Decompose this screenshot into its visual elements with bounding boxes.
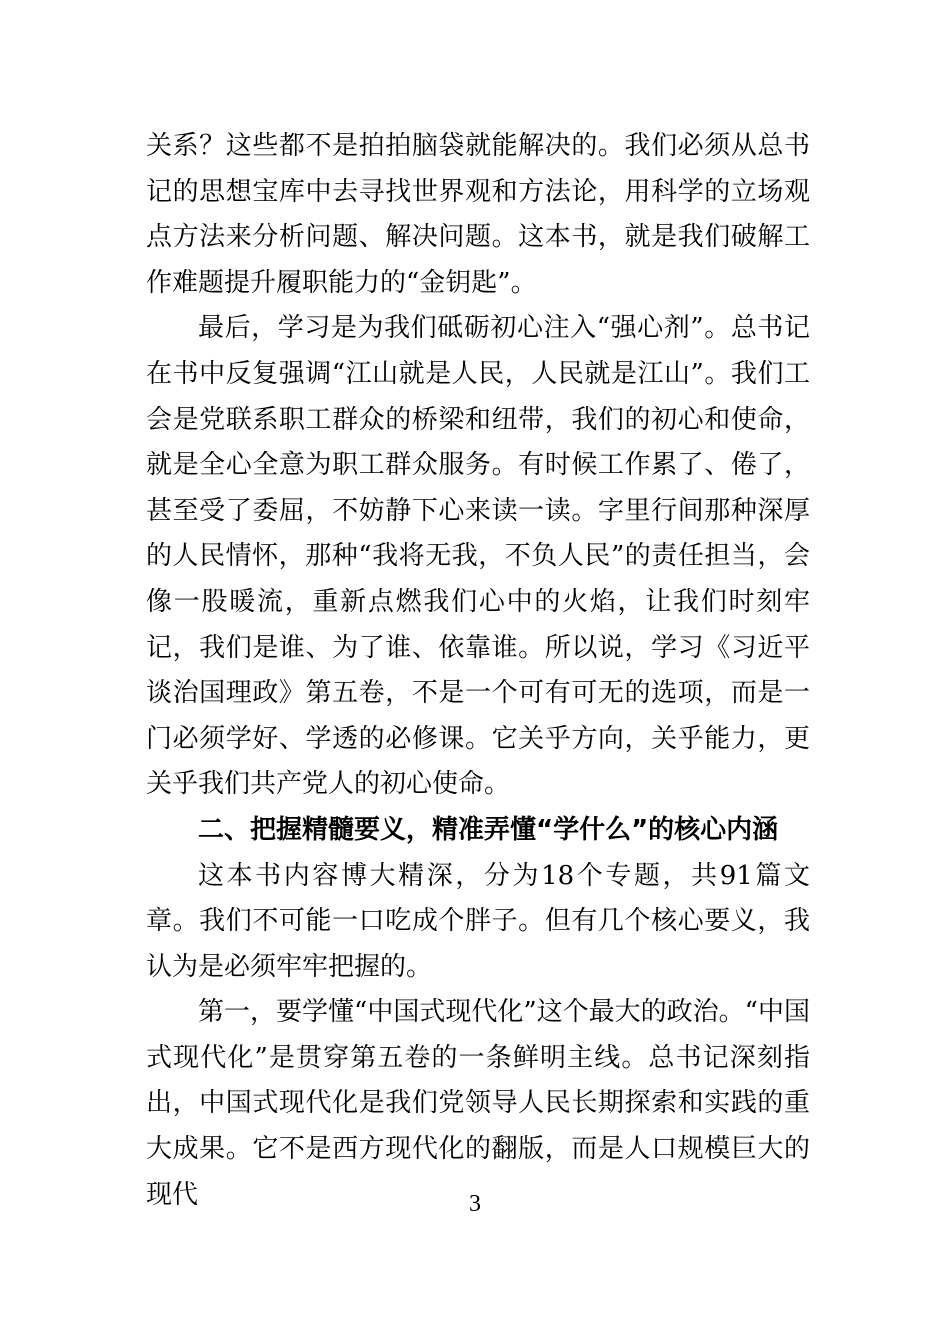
paragraph-study-heart: 最后，学习是为我们砥砺初心注入“强心剂”。总书记在书中反复强调“江山就是人民，人民就是江山”。我们工会是党联系职工群众的桥梁和纽带，我们的初心和使命，就是全心全意为职工群众服务。有时候工作累了、倦了，甚至受了委屈，不妨静下心来读一读。字里行间那种深厚的人民情怀，那种“我将无我，不负人民”的责任担当，会像一股暖流，重新点燃我们心中的火焰，让我们时刻牢记，我们是谁、为了谁、依靠谁。所以说，学习《习近平谈治国理政》第五卷，不是一个可有可无的选项，而是一门必须学好、学透的必修课。它关乎方向，关乎能力，更关乎我们共产党人的初心使命。 xyxy=(146,313,810,800)
paragraph-book-content: 这本书内容博大精深，分为18个专题，共91篇文章。我们不可能一口吃成个胖子。但有几个核心要义，我认为是必须牢牢把握的。 xyxy=(146,860,810,982)
paragraph-continued: 关系？这些都不是拍拍脑袋就能解决的。我们必须从总书记的思想宝库中去寻找世界观和方法论，用科学的立场观点方法来分析问题、解决问题。这本书，就是我们破解工作难题提升履职能力的“金钥匙”。 xyxy=(146,131,810,298)
page-number: 3 xyxy=(469,1191,481,1217)
document-body xyxy=(146,124,810,1218)
section-heading: 二、把握精髓要义，精准弄懂“学什么”的核心内涵 xyxy=(198,814,779,845)
paragraph-modernization: 第一，要学懂“中国式现代化”这个最大的政治。“中国式现代化”是贯穿第五卷的一条鲜明主线。总书记深刻指出，中国式现代化是我们党领导人民长期探索和实践的重大成果。它不是西方现代化的翻版，而是人口规模巨大的现代 xyxy=(146,997,810,1210)
